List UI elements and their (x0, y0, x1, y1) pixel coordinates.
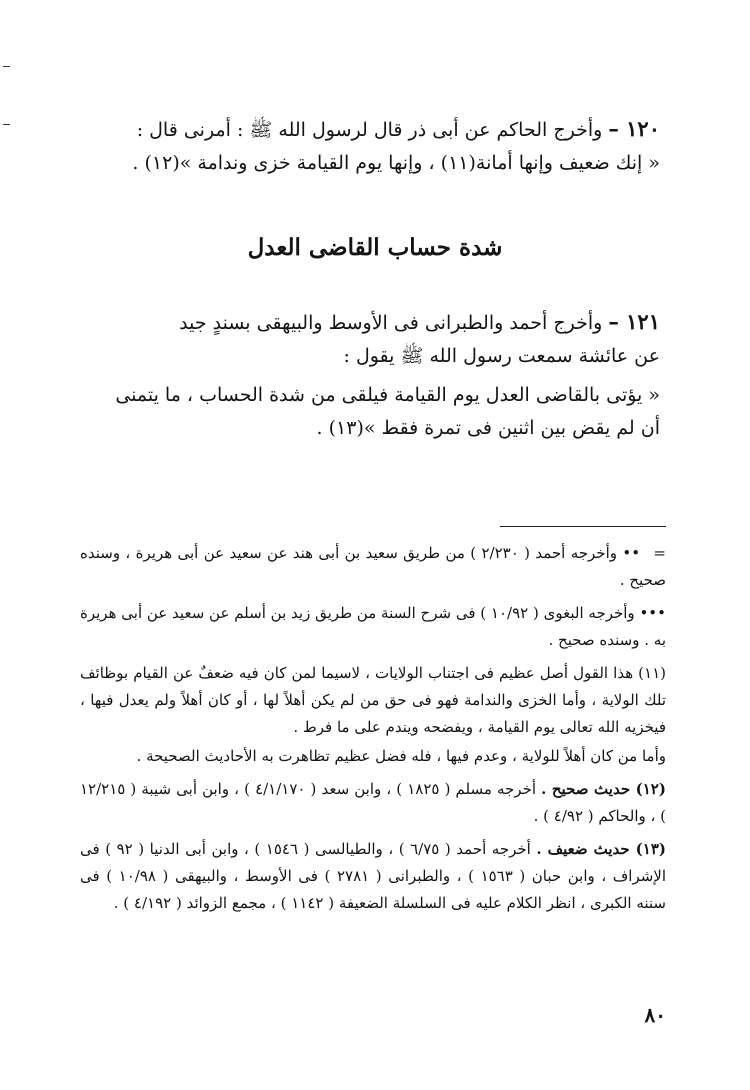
hadith-number: ١٢١ – (608, 309, 660, 334)
hadith-121-quote1: « يؤتى بالقاضى العدل يوم القيامة فيلقى من شدة الحساب ، ما يتمنى (115, 384, 660, 406)
hadith-121-line1 (82, 305, 660, 340)
footnote-12 (80, 776, 666, 830)
footnote-b: ••• وأخرجه البغوى ( ١٠/٩٢ ) فى شرح السنة من طريق زيد بن أسلم عن سعيد عن أبى هريرة به . وسنده صحيح . (80, 604, 666, 649)
footnote-a (80, 540, 666, 594)
footnote-text: •• وأخرجه أحمد ( ٢/٢٣٠ ) من طريق سعيد بن أبى هند عن سعيد عن أبى هريرة ، وسنده صحيح . (80, 544, 666, 589)
hadith-121-quote2: أن لم يقض بين اثنين فى تمرة فقط »(١٣) . (316, 417, 660, 439)
footnote-grade: (١٣) حديث ضعيف . (536, 840, 666, 858)
hadith-120-line2: « إنك ضعيف وإنها أمانة(١١) ، وإنها يوم القيامة خزى وندامة »(١٢) . (132, 152, 660, 174)
footnote-11-continued: وأما من كان أهلاً للولاية ، وعدم فيها ، فله فضل عظيم تظاهرت به الأحاديث الصحيحة . (136, 747, 666, 765)
page-number: ٨٠ (644, 1003, 666, 1027)
hadith-120 (82, 112, 660, 180)
hadith-121-line2: عن عائشة سمعت رسول الله ﷺ يقول : (343, 345, 660, 367)
hadith-text: وأخرج أحمد والطبرانى فى الأوسط والبيهقى بسندٍ جيد (179, 312, 603, 334)
footnotes (80, 540, 666, 923)
footnote-11: (١١) هذا القول أصل عظيم فى اجتناب الولايات ، لاسيما لمن كان فيه ضعفٌ عن القيام بوظائف تلك الولاية ، وأما الخزى والندامة فهو فى حق من لم يكن أهلاً لها ، أو كان أهلاً ولم يعدل فيها ، فيخزيه الله تعالى يوم القيامة ، ويفضحه ويندم على ما فرط . (80, 664, 666, 736)
footnote-text: أخرجه أحمد ( ٦/٧٥ ) ، والطيالسى ( ١٥٤٦ ) ، وابن أبى الدنيا ( ٩٢ ) فى الإشراف ، وابن حبان ( ١٥٦٣ ) ، والطبرانى ( ٢٧٨١ ) فى الأوسط ، والبيهقى ( ١٠/٩٨ ) فى سننه الكبرى ، انظر الكلام عليه فى السلسلة الضعيفة ( ١١٤٢ ) ، مجمع الزوائد ( ٤/١٩٢ ) . (80, 840, 667, 912)
footnote-separator (500, 526, 666, 527)
section-title: شدة حساب القاضى العدل (247, 234, 503, 261)
margin-tick (3, 124, 10, 125)
footnote-continuation-marker: = (653, 544, 666, 562)
hadith-text: وأخرج الحاكم عن أبى ذر قال لرسول الله ﷺ : أمرنى قال : (136, 119, 603, 141)
hadith-number: ١٢٠ – (608, 116, 660, 141)
footnote-text: أخرجه مسلم ( ١٨٢٥ ) ، وابن سعد ( ٤/١/١٧٠ ) ، وابن أبى شيبة ( ١٢/٢١٥ ) ، والحاكم ( ٤/٩٢ ) . (80, 780, 666, 825)
footnote-13 (80, 836, 666, 917)
margin-tick (3, 66, 10, 67)
footnote-grade: (١٢) حديث صحيح . (541, 780, 666, 798)
hadith-121 (82, 305, 660, 445)
hadith-120-line1 (82, 112, 660, 147)
